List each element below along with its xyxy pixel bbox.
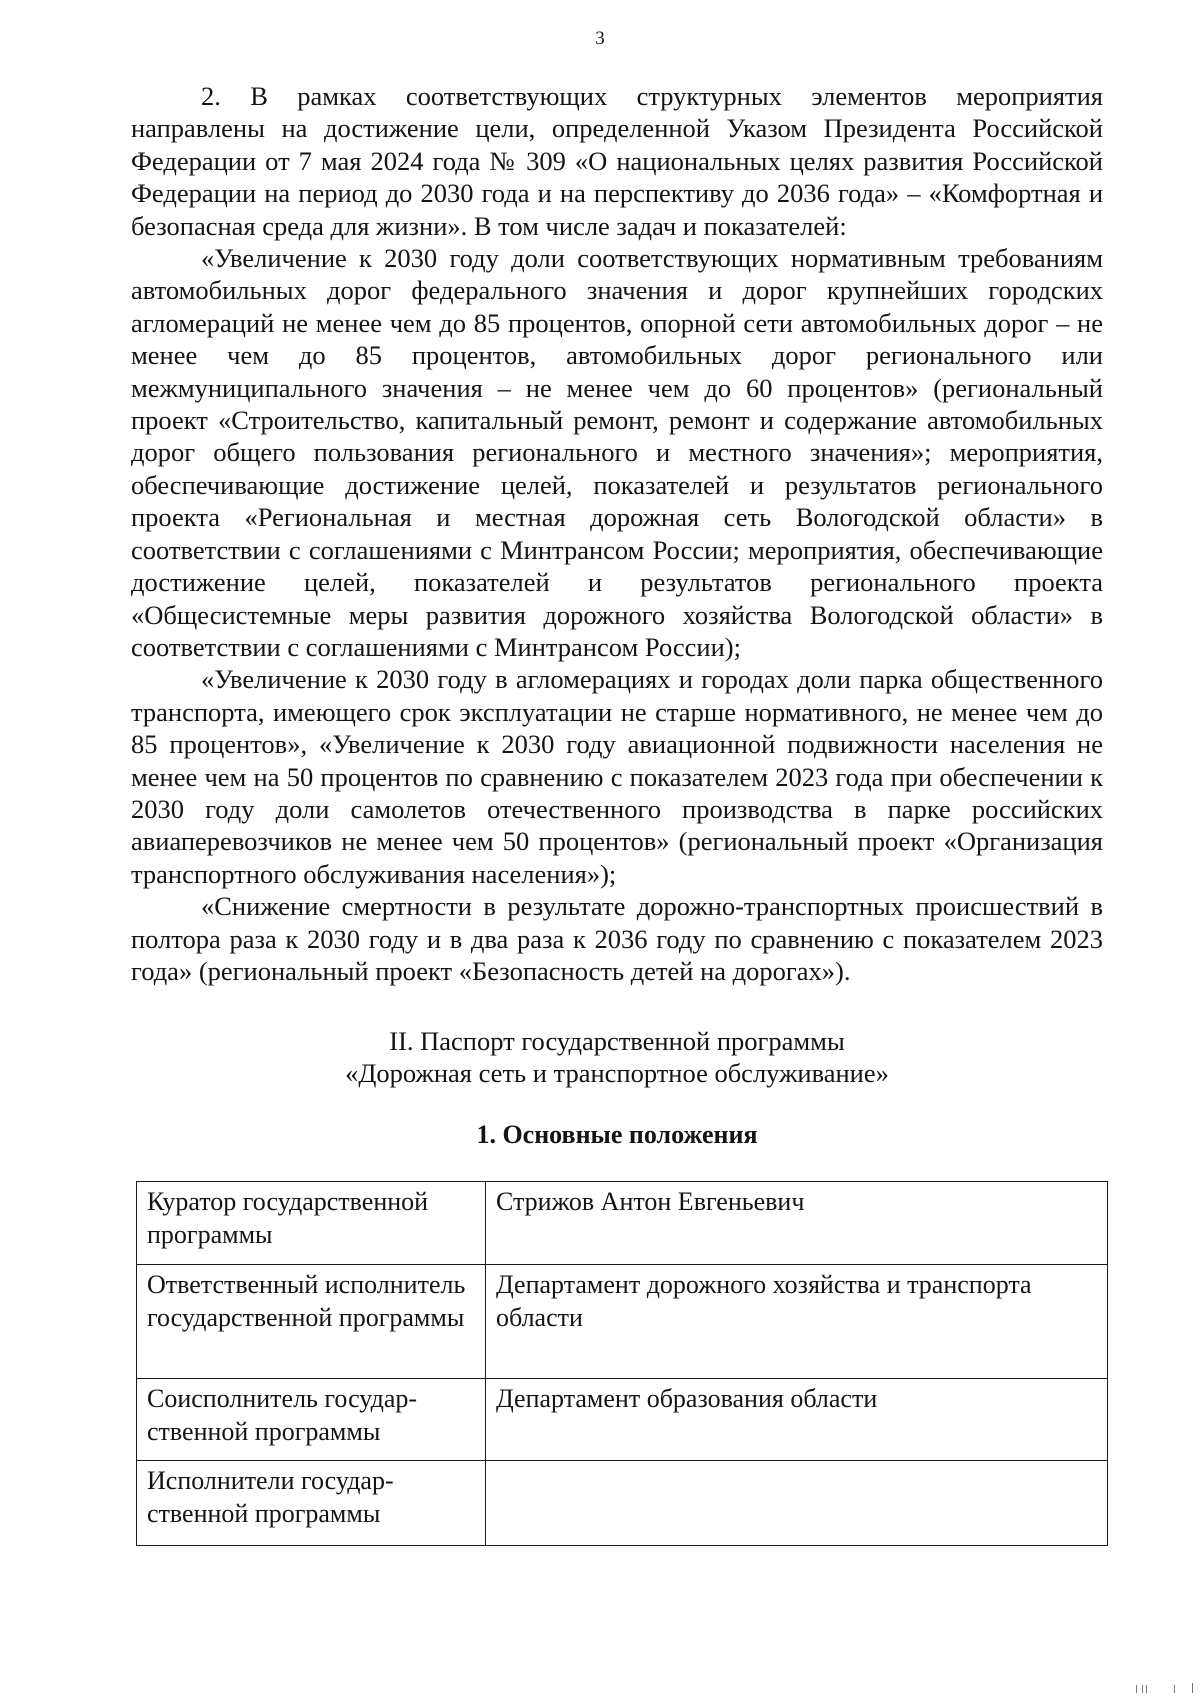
table-row (137, 1379, 1108, 1461)
table-row (137, 1461, 1108, 1546)
paragraph-roads-indicator: «Увеличение к 2030 году доли соответствующих нормативным требованиям автомобильных дорог федерального значения и дорог крупнейших городских агломераций не менее чем до 85 процентов, опорной сети автомобильных дорог – не менее чем до 85 процентов, автомобильных дорог регионального или межмуниципального значения – не менее чем до 60 процентов» (региональный проект «Строительство, капитальный ремонт, ремонт и содержание автомобильных дорог общего пользования регионального и местного значения»; мероприятия, обеспечивающие достижение целей, показателей и результатов регионального проекта «Региональная и местная дорожная сеть Вологодской области» в соответствии с соглашениями с Минтрансом России; мероприятия, обеспечивающие достижение целей, показателей и результатов регионального проекта «Общесистемные меры развития дорожного хозяйства Вологодской области» в соответствии с соглашениями с Минтрансом России); (131, 243, 1103, 662)
body-text (131, 80, 1103, 987)
table-value-cell: Департамент дорожного хозяйства и транспорта области (486, 1265, 1108, 1379)
table-row (137, 1265, 1108, 1379)
table-row (137, 1182, 1108, 1265)
section-title-line-2: «Дорожная сеть и транспортное обслуживание» (345, 1058, 889, 1089)
table-label-cell: Соисполнитель государственной программы (137, 1379, 486, 1461)
page-number: 3 (595, 28, 605, 49)
table-value-cell (486, 1461, 1108, 1546)
table-label-cell: Ответственный исполнитель государственной программы (137, 1265, 486, 1379)
paragraph-goal-intro: 2. В рамках соответствующих структурных элементов мероприятия направлены на достижение цели, определенной Указом Президента Российской Федерации от 7 мая 2024 года № 309 «О национальных целях развития Российской Федерации на период до 2030 года и на перспективу до 2036 года» – «Комфортная и безопасная среда для жизни». В том числе задач и показателей: (131, 81, 1103, 241)
program-parameters-table (136, 1181, 1108, 1546)
section-title-line-1: II. Паспорт государственной программы (389, 1026, 845, 1056)
subsection-heading: 1. Основные положения (476, 1120, 758, 1149)
section-heading (131, 1025, 1103, 1090)
table-label-cell: Исполнители государственной программы (137, 1461, 486, 1546)
scan-marks (1134, 1683, 1194, 1693)
table-label-cell: Куратор государственной программы (137, 1182, 486, 1265)
paragraph-transport-indicator: «Увеличение к 2030 году в агломерациях и городах доли парка общественного транспорта, имеющего срок эксплуатации не старше нормативного, не менее чем до 85 процентов», «Увеличение к 2030 году авиационной подвижности населения не менее чем на 50 процентов по сравнению с показателем 2023 года при обеспечении к 2030 году доли самолетов отечественного производства в парке российских авиаперевозчиков не менее чем 50 процентов» (региональный проект «Организация транспортного обслуживания населения»); (131, 664, 1103, 889)
table-value-cell: Департамент образования области (486, 1379, 1108, 1461)
table-value-cell: Стрижов Антон Евгеньевич (486, 1182, 1108, 1265)
paragraph-road-safety-indicator: «Снижение смертности в результате дорожно-транспортных происшествий в полтора раза к 2030 году и в два раза к 2036 году по сравнению с показателем 2023 года» (региональный проект «Безопасность детей на дорогах»). (131, 891, 1103, 986)
